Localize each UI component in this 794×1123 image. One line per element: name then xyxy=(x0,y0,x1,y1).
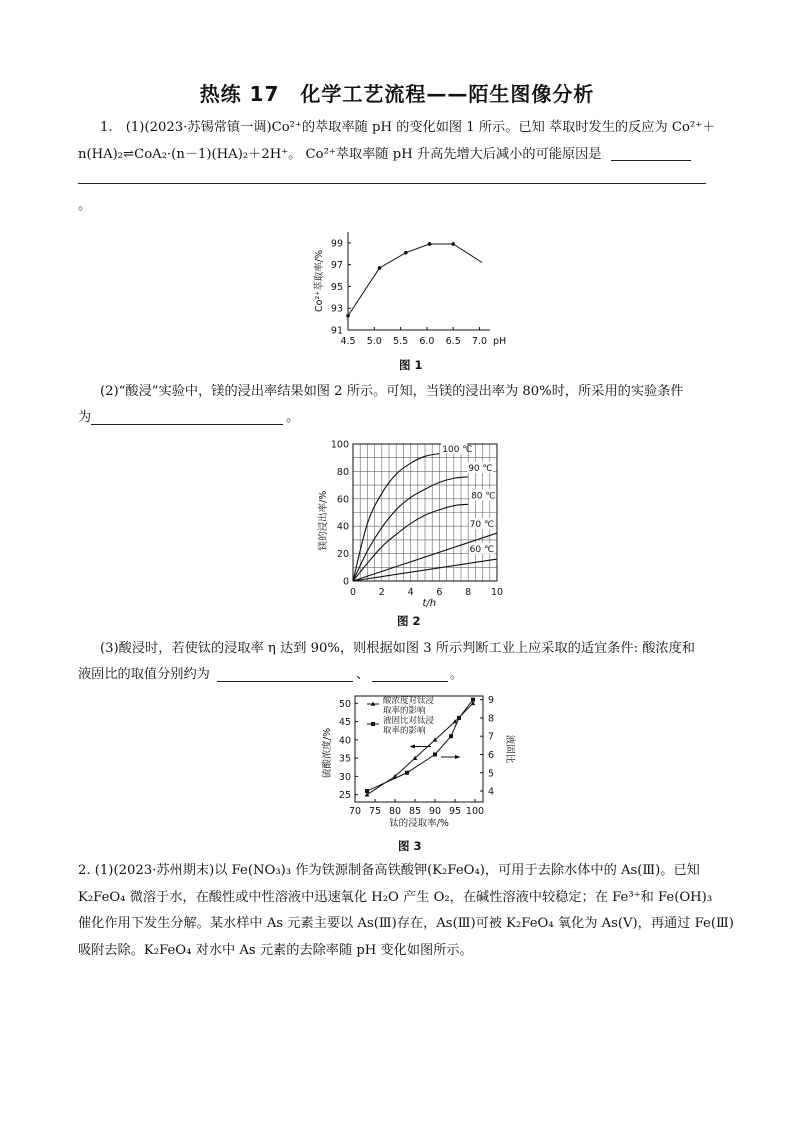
series-label: 90 ℃ xyxy=(468,464,493,475)
series-label: 70 ℃ xyxy=(469,520,495,531)
q1-sub3-line2-a: 液固比的取值分别约为 xyxy=(78,667,210,682)
y-tick-label: 99 xyxy=(330,238,343,250)
y2-tick-label: 6 xyxy=(488,749,495,761)
y-tick-label: 40 xyxy=(336,521,349,533)
q1-sub2-line2-a: 为 xyxy=(78,410,92,425)
y-tick-label: 60 xyxy=(336,494,349,506)
data-point-square xyxy=(449,734,453,738)
y2-tick-label: 5 xyxy=(488,768,495,780)
series-label: 80 ℃ xyxy=(471,491,496,502)
x-tick-label: 90 xyxy=(428,806,442,817)
q1-answer-blank-2[interactable] xyxy=(78,183,706,184)
x-tick-label: 4 xyxy=(407,587,414,598)
q1-sub3-answer-blank-2[interactable] xyxy=(372,681,448,682)
y2-tick-label: 9 xyxy=(488,695,495,707)
q2-line2: K₂FeO₄ 微溶于水，在酸性或中性溶液中迅速氧化 H₂O 产生 O₂，在碱性溶液中较稳定；在 Fe³⁺和 Fe(OH)₃ xyxy=(78,890,713,905)
page-title: 热练 17 化学工艺流程——陌生图像分析 xyxy=(199,82,595,106)
legend-label: 酸浓度对钛浸 xyxy=(383,696,435,706)
y-tick-label: 50 xyxy=(338,698,351,710)
q1-answer-blank-1[interactable] xyxy=(611,160,691,161)
x-axis-label: pH xyxy=(493,336,507,347)
data-point xyxy=(404,251,408,255)
figure-3-chart xyxy=(318,690,528,830)
x-tick-label: 6.0 xyxy=(419,336,435,347)
x-tick-label: 6.5 xyxy=(445,336,461,347)
y2-tick-label: 7 xyxy=(488,731,495,743)
y2-tick-label: 4 xyxy=(488,786,495,798)
x-tick-label: 6 xyxy=(436,587,443,598)
q1-sub3-end: 。 xyxy=(450,667,464,682)
x-tick-label: 70 xyxy=(348,806,362,817)
x-tick-label: 0 xyxy=(349,587,357,598)
data-point-square xyxy=(471,698,475,702)
y-tick-label: 95 xyxy=(330,281,343,293)
data-point-square xyxy=(365,789,369,793)
y-tick-label: 97 xyxy=(330,260,343,272)
q1-line1: 1. (1)(2023·苏锡常镇一调)Co²⁺的萃取率随 pH 的变化如图 1 所示。已知 萃取时发生的反应为 Co²⁺＋ xyxy=(100,120,716,135)
y-tick-label: 91 xyxy=(330,325,343,337)
q1-sub2-line2-b: 。 xyxy=(286,410,300,425)
q1-sub3-answer-blank-1[interactable] xyxy=(217,681,353,682)
x-tick-label: 85 xyxy=(408,806,422,817)
x-tick-label: 4.5 xyxy=(340,336,356,347)
legend-label: 取率的影响 xyxy=(383,726,426,736)
x-tick-label: 5.5 xyxy=(393,336,409,347)
x-tick-label: 95 xyxy=(448,806,462,817)
figure-2-chart xyxy=(316,438,516,613)
x-tick-label: 7.0 xyxy=(471,336,488,347)
x-tick-label: 80 xyxy=(388,806,402,817)
legend-marker-square xyxy=(371,722,375,726)
y-axis-label: 硫酸浓度/% xyxy=(322,727,333,779)
q1-sub3-separator: 、 xyxy=(356,667,370,682)
legend-label: 液固比对钛浸 xyxy=(383,716,435,726)
figure-1-chart xyxy=(300,226,520,356)
y-tick-label: 20 xyxy=(336,549,349,561)
x-tick-label: 10 xyxy=(490,587,504,598)
q1-line2: n(HA)₂⇌CoA₂·(n－1)(HA)₂＋2H⁺。 Co²⁺萃取率随 pH 升高先增大后减小的可能原因是 xyxy=(78,147,602,162)
y-tick-label: 93 xyxy=(330,303,343,315)
y-axis-label: Co²⁺萃取率/% xyxy=(314,250,325,312)
y-tick-label: 0 xyxy=(342,576,349,588)
data-point-square xyxy=(433,752,437,756)
q1-sub2-line1: (2)“酸浸”实验中，镁的浸出率结果如图 2 所示。可知，当镁的浸出率为 80%时，所采用的实验条件 xyxy=(100,384,684,399)
legend-label: 取率的影响 xyxy=(383,706,426,716)
y-axis-label: 镁的浸出率/% xyxy=(318,490,329,551)
q1-line3: 。 xyxy=(78,198,92,213)
x-tick-label: 75 xyxy=(368,806,382,817)
data-point xyxy=(378,266,382,270)
q2-line3: 催化作用下发生分解。某水样中 As 元素主要以 As(Ⅲ)存在，As(Ⅲ)可被 K₂FeO₄ 氧化为 As(Ⅴ)，再通过 Fe(Ⅲ) xyxy=(78,916,734,931)
y-tick-label: 25 xyxy=(338,790,351,802)
y2-axis-label: 液固比 xyxy=(504,734,515,764)
y-tick-label: 45 xyxy=(338,717,351,729)
data-point xyxy=(451,242,455,246)
x-axis-label: 钛的浸取率/% xyxy=(389,818,449,829)
y-tick-label: 35 xyxy=(338,753,351,765)
x-tick-label: 2 xyxy=(378,587,385,598)
q1-sub2-answer-blank[interactable] xyxy=(91,424,283,425)
y-tick-label: 30 xyxy=(338,771,351,783)
x-tick-label: 5.0 xyxy=(366,336,382,347)
data-point xyxy=(346,314,350,318)
figure-2-caption: 图 2 xyxy=(397,614,421,628)
data-point-square xyxy=(405,771,409,775)
data-point-square xyxy=(457,716,461,720)
y2-tick-label: 8 xyxy=(488,713,495,725)
data-point xyxy=(428,242,432,246)
q2-line1: 2. (1)(2023·苏州期末)以 Fe(NO₃)₃ 作为铁源制备高铁酸钾(K₂FeO₄)，可用于去除水体中的 As(Ⅲ)。已知 xyxy=(78,863,700,878)
x-tick-label: 8 xyxy=(465,587,472,598)
arrow-right-head xyxy=(455,755,461,759)
series-label: 100 ℃ xyxy=(442,444,473,455)
q2-line4: 吸附去除。K₂FeO₄ 对水中 As 元素的去除率随 pH 变化如图所示。 xyxy=(78,943,473,958)
x-axis-label: t/h xyxy=(422,598,437,609)
figure-3-caption: 图 3 xyxy=(398,839,422,853)
q1-sub3-line1: (3)酸浸时，若使钛的浸取率 η 达到 90%，则根据如图 3 所示判断工业上应采取的适宜条件: 酸浓度和 xyxy=(100,641,695,656)
figure-1-caption: 图 1 xyxy=(399,358,423,372)
y-tick-label: 80 xyxy=(336,466,349,478)
x-tick-label: 100 xyxy=(465,806,485,817)
data-line xyxy=(348,244,482,316)
y-tick-label: 100 xyxy=(330,439,349,451)
y-tick-label: 40 xyxy=(338,735,351,747)
series-label: 60 ℃ xyxy=(469,544,495,555)
arrow-left-head xyxy=(409,744,415,748)
